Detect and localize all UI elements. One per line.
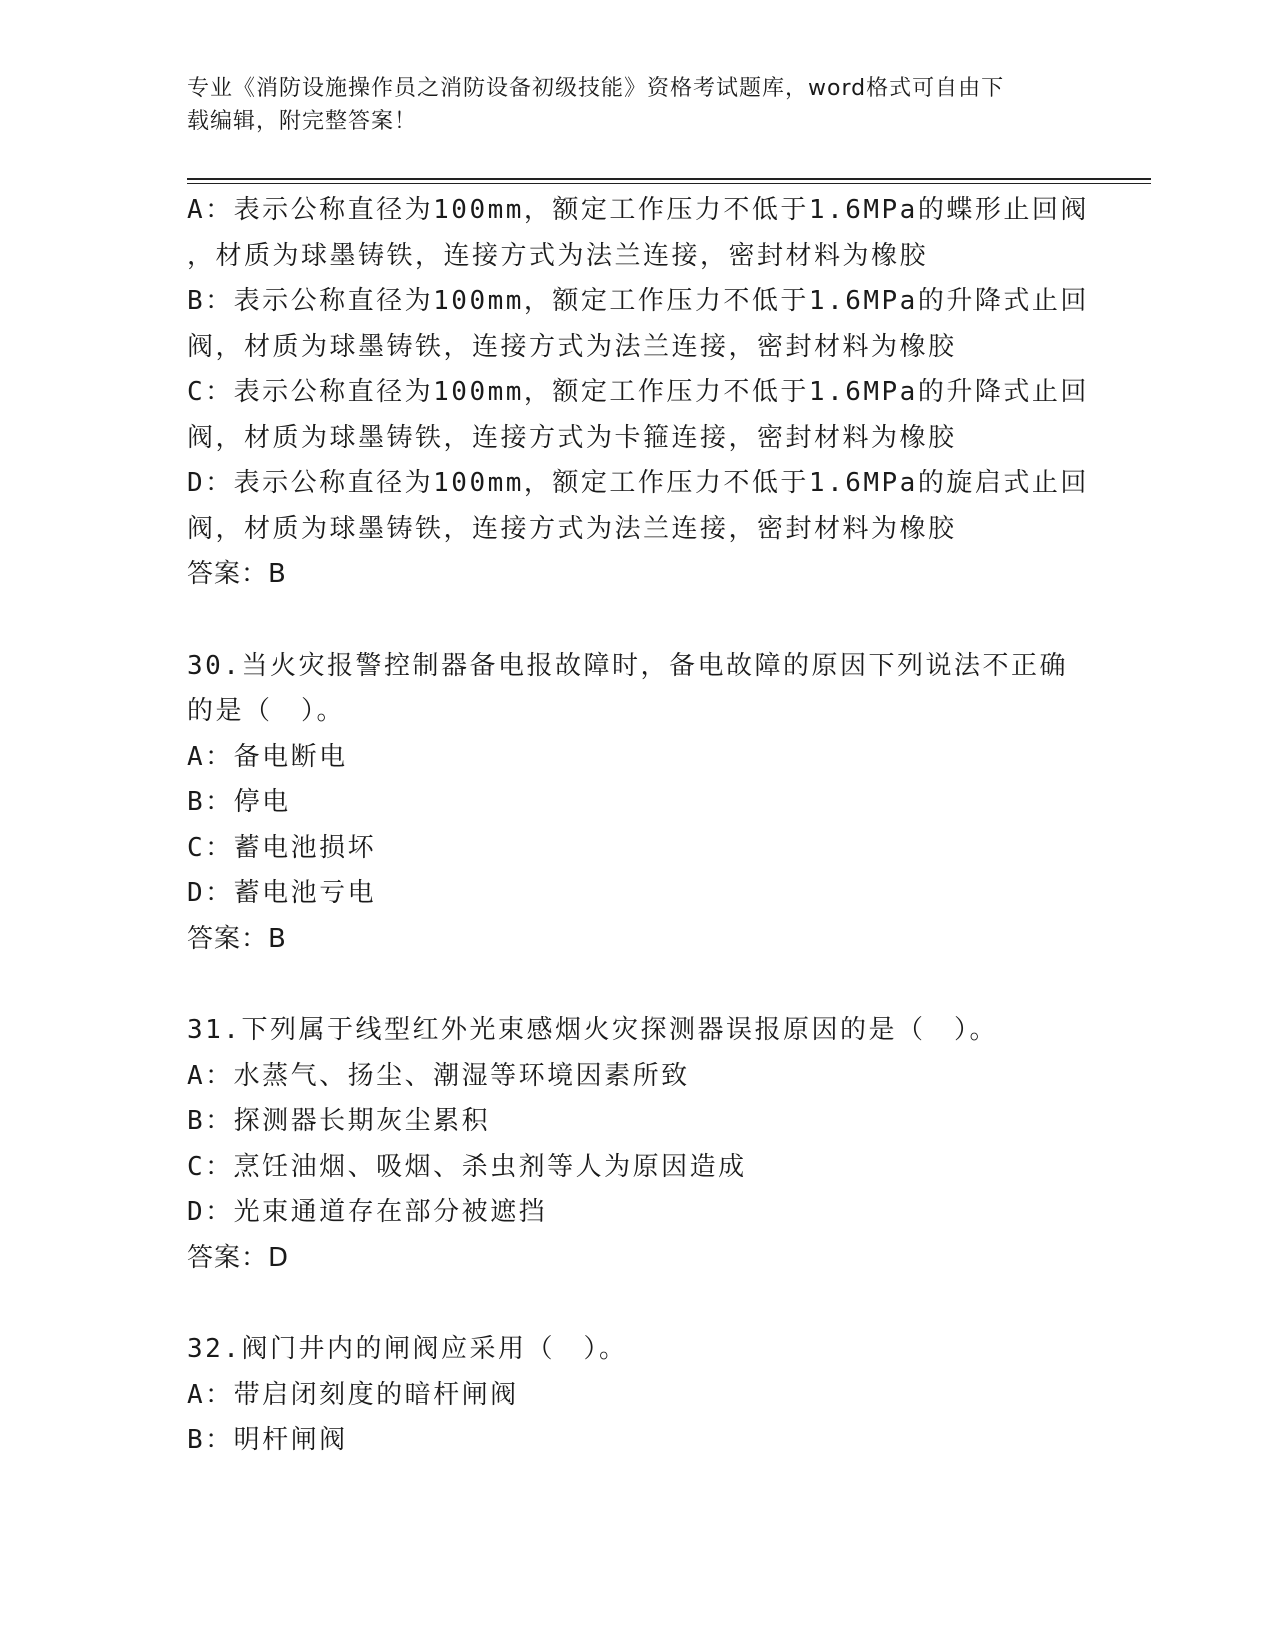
- option-a: A：水蒸气、扬尘、潮湿等环境因素所致: [187, 1060, 690, 1091]
- header-line-1: 专业《消防设施操作员之消防设备初级技能》资格考试题库，word格式可自由下: [187, 76, 1005, 101]
- option-b: B：停电: [187, 787, 291, 817]
- answer-31: 答案：D: [187, 1242, 290, 1273]
- option-c-line-1: C：表示公称直径为100mm，额定工作压力不低于1.6MPa的升降式止回: [187, 377, 1089, 407]
- option-c: C：烹饪油烟、吸烟、杀虫剂等人为原因造成: [187, 1151, 747, 1182]
- spacer: [187, 962, 1087, 1008]
- answer-30: 答案：B: [187, 923, 287, 954]
- option-a-line-1: A：表示公称直径为100mm，额定工作压力不低于1.6MPa的蝶形止回阀: [187, 195, 1089, 225]
- question-29: [187, 188, 1087, 598]
- spacer: [187, 598, 1087, 644]
- option-a: A：带启闭刻度的暗杆闸阀: [187, 1379, 519, 1410]
- question-stem: 32.阀门井内的闸阀应采用（ ）。: [187, 1334, 628, 1364]
- option-d-line-1: D：表示公称直径为100mm，额定工作压力不低于1.6MPa的旋启式止回: [187, 468, 1089, 498]
- option-c: C：蓄电池损坏: [187, 832, 377, 863]
- option-a: A：备电断电: [187, 741, 348, 772]
- document-header: [187, 72, 1087, 138]
- question-stem-line-1: 30.当火灾报警控制器备电报故障时，备电故障的原因下列说法不正确: [187, 650, 1068, 681]
- question-stem-line-2: 的是（ ）。: [187, 696, 346, 726]
- option-b: B：探测器长期灰尘累积: [187, 1106, 491, 1136]
- question-stem: 31.下列属于线型红外光束感烟火灾探测器误报原因的是（ ）。: [187, 1015, 998, 1045]
- option-b-line-2: 阀，材质为球墨铸铁，连接方式为法兰连接，密封材料为橡胶: [187, 331, 957, 362]
- header-divider-thin: [187, 183, 1151, 184]
- option-c-line-2: 阀，材质为球墨铸铁，连接方式为卡箍连接，密封材料为橡胶: [187, 422, 957, 453]
- option-d-line-2: 阀，材质为球墨铸铁，连接方式为法兰连接，密封材料为橡胶: [187, 513, 957, 544]
- option-d: D：蓄电池亏电: [187, 878, 377, 908]
- header-divider-thick: [187, 178, 1151, 180]
- option-d: D：光束通道存在部分被遮挡: [187, 1197, 548, 1227]
- option-b-line-1: B：表示公称直径为100mm，额定工作压力不低于1.6MPa的升降式止回: [187, 286, 1089, 316]
- spacer: [187, 1281, 1087, 1327]
- option-b: B：明杆闸阀: [187, 1425, 348, 1455]
- header-line-2: 载编辑，附完整答案！: [187, 109, 418, 134]
- answer-29: 答案：B: [187, 559, 287, 589]
- question-32: [187, 1327, 1087, 1464]
- question-31: [187, 1008, 1087, 1281]
- question-list: [187, 188, 1087, 1464]
- question-30: [187, 644, 1087, 963]
- option-a-line-2: ，材质为球墨铸铁，连接方式为法兰连接，密封材料为橡胶: [187, 240, 929, 271]
